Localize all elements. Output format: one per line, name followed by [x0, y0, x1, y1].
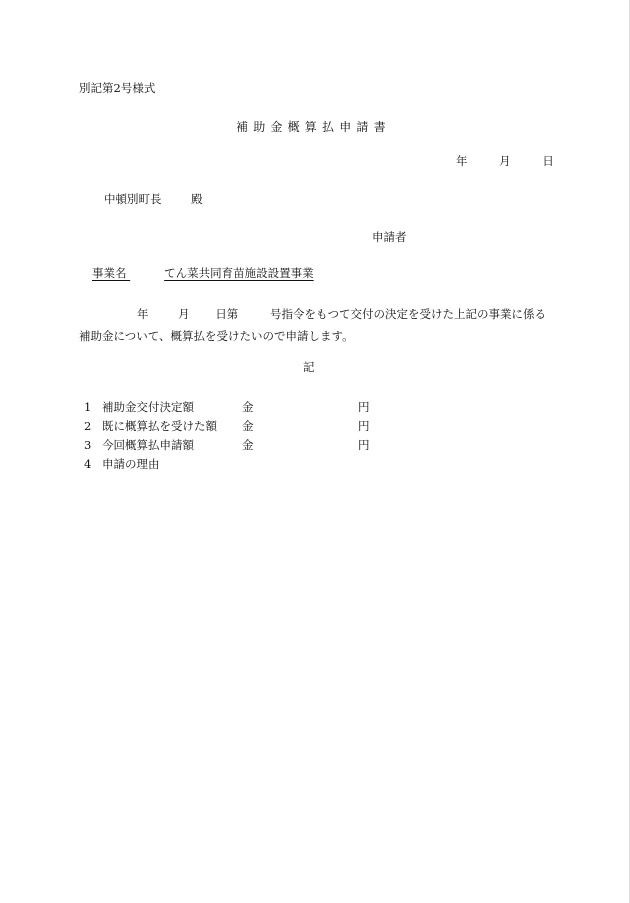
item-number: 2 — [84, 419, 92, 433]
item-kin: 金 — [242, 419, 254, 433]
body-year: 年 — [137, 307, 149, 321]
item-kin: 金 — [242, 438, 254, 452]
form-label: 別記第2号様式 — [79, 81, 156, 95]
body-line-1-text: 号指令をもつて交付の決定を受けた上記の事業に係る — [269, 307, 546, 321]
document-title: 補助金概算払申請書 — [236, 120, 391, 134]
project-line — [92, 268, 314, 280]
project-label: 事業名 — [92, 266, 127, 280]
applicant-label: 申請者 — [372, 230, 407, 244]
date-line — [456, 156, 554, 168]
item-yen: 円 — [358, 400, 370, 414]
date-month: 月 — [499, 154, 511, 168]
addressee-honorific: 殿 — [191, 192, 203, 206]
item-yen: 円 — [358, 438, 370, 452]
item-label: 既に概算払を受けた額 — [102, 419, 217, 433]
item-number: 3 — [84, 438, 92, 452]
item-number: 4 — [84, 457, 92, 471]
date-day: 日 — [542, 154, 554, 168]
item-label: 今回概算払申請額 — [102, 438, 194, 452]
ki-heading: 記 — [303, 360, 315, 374]
addressee-name: 中頓別町長 — [104, 192, 162, 206]
body-month: 月 — [178, 307, 190, 321]
item-yen: 円 — [358, 419, 370, 433]
item-label: 申請の理由 — [102, 457, 160, 471]
project-name: てん菜共同育苗施設設置事業 — [164, 266, 314, 280]
item-number: 1 — [84, 400, 92, 414]
item-kin: 金 — [242, 400, 254, 414]
addressee — [104, 194, 203, 206]
item-label: 補助金交付決定額 — [102, 400, 194, 414]
body-line-2: 補助金について、概算払を受けたいので申請します。 — [79, 329, 354, 343]
body-paragraph — [79, 303, 559, 347]
body-day: 日第 — [215, 307, 239, 321]
body-line-1 — [79, 303, 559, 325]
date-year: 年 — [456, 154, 468, 168]
